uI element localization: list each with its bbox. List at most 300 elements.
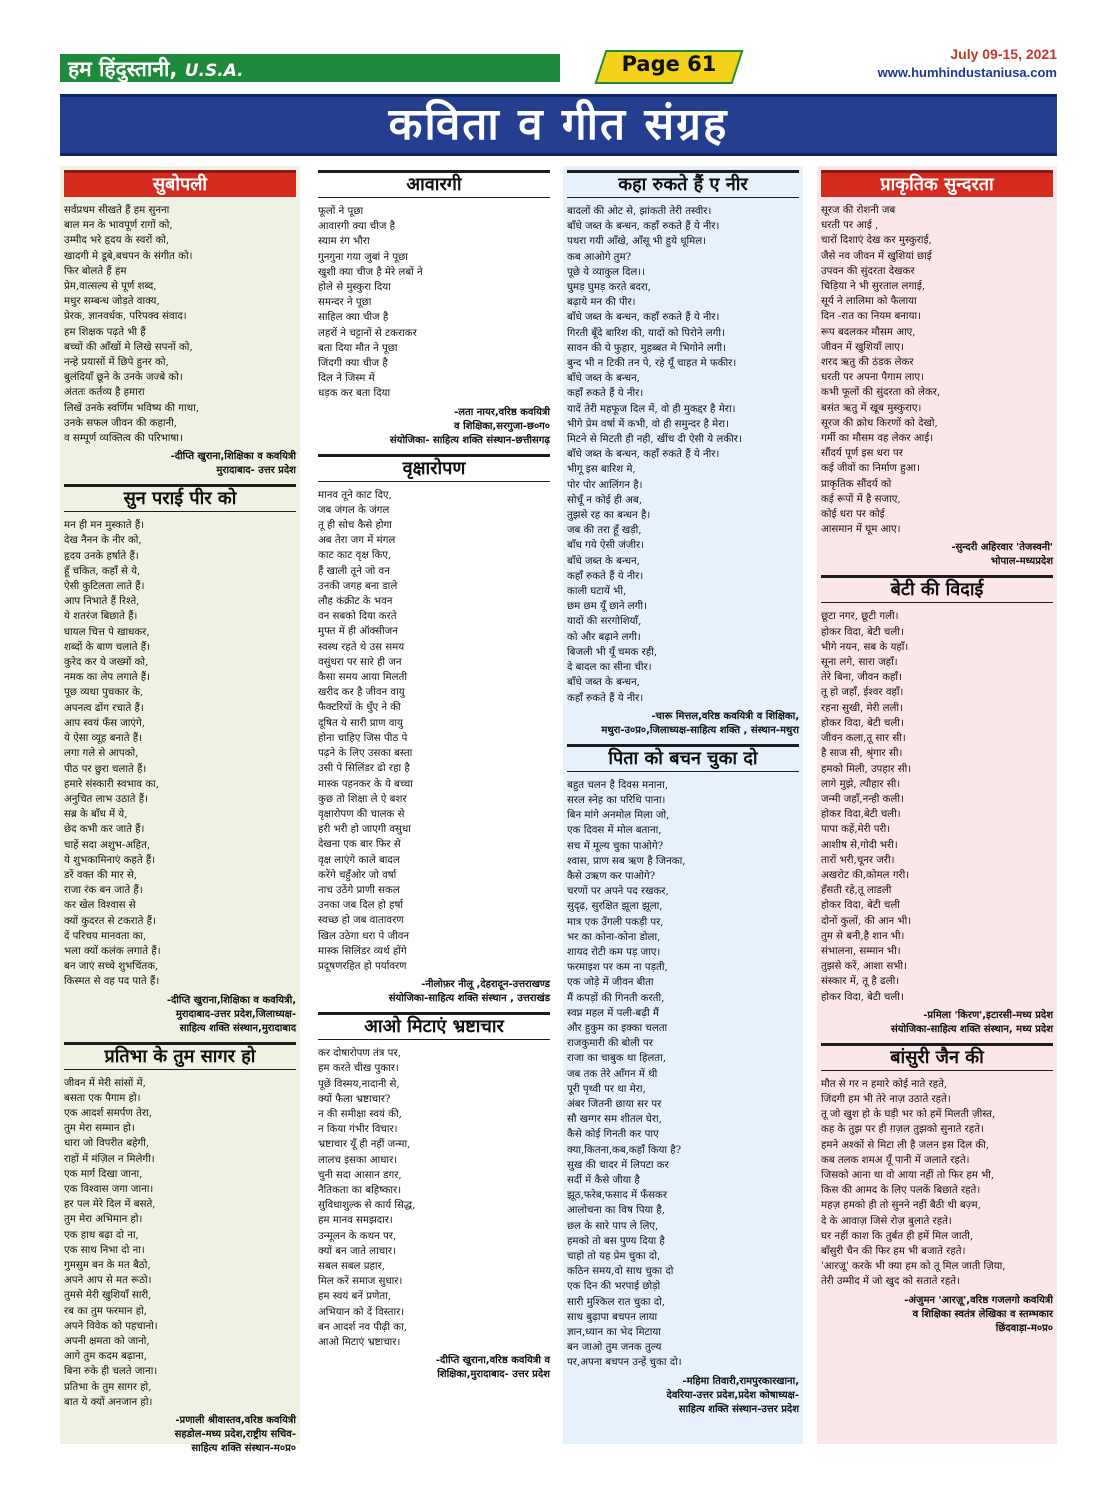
poem-body (318, 1046, 550, 1350)
poem-line: छल के सारे पाप ले लिए, (567, 1220, 659, 1232)
author-credit (64, 994, 296, 1036)
poem-line: जिसको आना था वो आया नहीं तो फिर हम भी, (821, 1169, 995, 1181)
poem-line: खरीद कर है जीवन वायु (318, 687, 405, 699)
poem-body (567, 778, 799, 1371)
poem-line: नाच उठेंगे प्राणी सकल (318, 884, 400, 896)
poem-line: मास्क सिलिंडर व्यर्थ होंगे (318, 945, 407, 957)
poem-line: राजा रंक बन जाते हैं। (64, 885, 143, 897)
poem-line: सौंदर्य पूर्ण इस धरा पर (821, 448, 903, 460)
poem-line: यादों की सरगोशियाँ, (567, 616, 642, 628)
author-credit (64, 1414, 296, 1456)
poem-line: मन ही मन मुस्काते हैं। (64, 520, 145, 532)
poem-line: स्वच्छ हो जब वातावरण (318, 915, 404, 927)
poem-title: सुबोपली (64, 170, 296, 197)
credit-line: साहित्य शक्ति संस्थान-उत्तर प्रदेश (678, 1403, 799, 1415)
poem-line: जन्मी जहाँ,नन्ही कली। (821, 793, 904, 805)
poem-line: कर दोषारोपण तंत्र पर, (318, 1048, 401, 1060)
poem-line: ऐसी कुटिलता लाते हैं। (64, 581, 145, 593)
poem-line: बाल मन के भावपूर्ण रागों को, (64, 220, 173, 232)
poem-line: चिड़िया ने भी सुरताल लगाई, (821, 281, 926, 293)
credit-line: -लता नायर,वरिष्ठ कवयित्री (454, 406, 550, 418)
credit-line: -प्रमिला 'किरण',इटारसी-मध्य प्रदेश (923, 1009, 1053, 1021)
poem-line: उम्मीद भरे हृदय के स्वरों को, (64, 235, 170, 247)
author-credit (64, 450, 296, 478)
poem-line: तू हो जहाँ, ईश्वर वहाँ। (821, 687, 904, 699)
poem-line: सच में मूल्य चुका पाओगे? (567, 840, 664, 852)
poem-line: काट काट वृक्ष किए, (318, 550, 392, 562)
poem-body (64, 518, 296, 989)
poem-line: हम शिक्षक पढ़ते भी हैं (64, 326, 146, 338)
poem-line: संस्कार में, तू है ढली। (821, 976, 900, 988)
poem-line: वसुंधरा पर सारे ही जन (318, 656, 402, 668)
poem-line: स्याम रंग भौरा (318, 236, 370, 248)
poem-line: रूप बदलकर मौसम आए, (821, 326, 916, 338)
poem-line: गर्मी का मौसम वह लेकर आई। (821, 433, 934, 445)
poem-line: कभी फूलों की सुंदरता को लेकर, (821, 387, 941, 399)
poem-line: किस की आमद के लिए पलकें बिछाते रहते। (821, 1185, 981, 1197)
poem-line: लहरों ने चट्टानों से टकराकर (318, 327, 417, 339)
poem-line: एक दिन की भरपाई छोड़ो (567, 1281, 661, 1293)
poem-line: कैसे उऋण कर पाओगे? (567, 870, 656, 882)
credit-line: व शिक्षिका स्वतंत्र लेखिका व स्तम्भकार (912, 1308, 1053, 1320)
poem-line: प्रेम,वात्सल्य से पूर्ण शब्द, (64, 281, 157, 293)
poem-line: सरल स्नेह का परिधि पाना। (567, 794, 666, 806)
poem-line: जब तक तेरे आँगन में थी (567, 1068, 658, 1080)
author-credit (318, 1354, 550, 1382)
poem-line: हम स्वयं बनें प्रणेता, (318, 1291, 392, 1303)
poem-line: अभियान को दें विस्तार। (318, 1306, 405, 1318)
poem-line: दे बादल का सीना चीर। (567, 662, 652, 674)
poem-line: सुख की चादर में लिपटा कर (567, 1159, 669, 1171)
poem-line: कुरेद कर ये जख्मों को, (64, 657, 149, 669)
poem-line: राजा का चाबुक था हिलता, (567, 1053, 666, 1065)
poem-line: धारा जो विपरीत बहेगी, (64, 1138, 150, 1150)
poem-article (314, 170, 554, 448)
poem-line: सारी मुश्किल रात चुका दो, (567, 1296, 666, 1308)
poem-line: हम मानव समझदार। (318, 1215, 393, 1227)
poem-line: पथरा गयी आँखे, आँसू भी हुये धूमिल। (567, 236, 706, 248)
poem-line: आशीष से,गोदी भरी। (821, 839, 898, 851)
poem-line: बाँधे जब्त के बन्धन, (567, 555, 640, 567)
poem-line: हूँ चकित, कहाँ से ये, (64, 565, 141, 577)
poem-line: बन जाओ तुम जनक तुल्य (567, 1342, 662, 1354)
poem-line: भीगे नयन, सब के यहाँ। (821, 641, 909, 653)
credit-line: संयोजिका-साहित्य शक्ति संस्थान, मध्य प्रदेश (890, 1023, 1053, 1035)
poem-line: चारों दिशाएं देख कर मुस्कुराई, (821, 235, 932, 247)
poem-line: क्यों कुदरत से टकराते हैं। (64, 915, 156, 927)
poem-line: हृदय उनके हर्षाते हैं। (64, 550, 139, 562)
poem-line: बाँध गये ऐसी जंजीर। (567, 540, 645, 552)
credit-line: संयोजिका-साहित्य शक्ति संस्थान , उत्तराखंड (388, 993, 550, 1005)
poem-line: सर्दी में कैसे जीया है (567, 1174, 640, 1186)
poem-line: प्रदूषणरहित हो पर्यावरण (318, 960, 407, 972)
poem-line: भीगू इस बारिश मे, (567, 464, 636, 476)
poem-line: तुझसे रह का बन्धन है। (567, 510, 651, 522)
poem-line: धरती पर अपना पैगाम लाए। (821, 372, 924, 384)
poem-line: बुन्द भी न टिकी तन पे, रहे यूँ चाहत मे फकीर। (567, 358, 737, 370)
poem-line: है साज सी, श्रृंगार सी। (821, 748, 903, 760)
poem-line: उपवन की सुंदरता देखकर (821, 265, 915, 277)
poem-line: पोर पोर आलिंगन है। (567, 479, 643, 491)
poem-line: होकर विदा, बेटी चली (821, 900, 900, 912)
poem-line: पूछ व्यथा पुचकार के, (64, 687, 144, 699)
author-credit (318, 406, 550, 448)
poem-line: हमको तो बस पुण्य दिया है (567, 1235, 665, 1247)
poem-line: चरणों पर अपने पद रखकर, (567, 886, 669, 898)
poem-line: एक विश्वास जगा जाना। (64, 1183, 154, 1195)
poem-line: प्रतिभा के तुम सागर हो, (64, 1381, 152, 1393)
website-link[interactable]: www.humhindustaniusa.com (877, 65, 1057, 80)
poem-line: यादें तेरी महफूज दिल में, वो ही मुकद्दर है मेरा। (567, 403, 736, 415)
poem-line: भला क्यों कलंक लगाते हैं। (64, 945, 161, 957)
poem-line: बुलंदियाँ छूने के उनके जज्बे को। (64, 372, 183, 384)
poem-line: खादगी मे डूबे,बचपन के संगीत को। (64, 250, 193, 262)
poem-title: सुन पराई पीर को (64, 484, 296, 512)
poem-line: हमने अश्कों से मिटा ली है जलन इस दिल की, (821, 1139, 990, 1151)
masthead (60, 46, 1057, 86)
poem-line: बच्चों की आँखों मे लिखे सपनों को, (64, 341, 193, 353)
poem-line: हरी भरी हो जाएगी वसुधा (318, 824, 411, 836)
poem-line: फैक्टरियों के धुँए ने की (318, 702, 401, 714)
poem-line: सर्वप्रथम सीखते हैं हम सुनना (64, 205, 170, 216)
poem-line: रहना सुखी, मेरी लली। (821, 702, 903, 714)
poem-line: एक हाथ बढ़ा दो ना, (64, 1229, 139, 1241)
credit-line: शिक्षिका,मुरादाबाद- उत्तर प्रदेश (437, 1369, 550, 1381)
poem-line: प्रेरक, ज्ञानवर्धक, परिपक्व संवाद। (64, 311, 187, 323)
poem-line: राहों में मंज़िल न मिलेगी। (64, 1153, 155, 1165)
poem-line: सौ खग्गर सम शीतल घेरा, (567, 1114, 662, 1126)
poem-line: दोनों कुलों, की आन भी। (821, 915, 912, 927)
poem-line: हैं खाली तूने जो वन (318, 565, 390, 577)
poem-line: होना चाहिए जिस पीठ पे (318, 732, 408, 744)
credit-line: व शिक्षिका,सरगुजा-छ०ग० (454, 420, 550, 432)
poem-line: समन्दर ने पूछा (318, 297, 372, 309)
poem-line: सुदृढ़, सुरक्षित झूला झूला, (567, 901, 663, 913)
author-credit (318, 978, 550, 1006)
poem-line: न किया गंभीर विचार। (318, 1124, 398, 1136)
poem-line: को और बढ़ाने लगी। (567, 631, 641, 643)
poem-line: बिना रुके ही चलते जाना। (64, 1366, 158, 1378)
poem-line: मिल करें समाज सुधार। (318, 1276, 403, 1288)
poem-line: बाँधे जब्त के बन्धन, कहाँ रुकते हैं ये नीर। (567, 312, 720, 324)
poem-line: बिन मांगे अनमोल मिला जो, (567, 810, 670, 822)
poem-line: आप निभाते हैं रिश्ते, (64, 596, 140, 608)
poem-line: हर पल मेरे दिल में बसते, (64, 1199, 156, 1211)
poem-line: अपने आप से मत रूठो। (64, 1275, 152, 1287)
poem-line: मानव तूने काट दिए, (318, 489, 392, 501)
poem-line: तारों भरी,चूनर जरी। (821, 854, 895, 866)
brand-bar (60, 54, 560, 82)
poem-title: प्राकृतिक सुन्दरता (821, 170, 1053, 197)
poem-article (60, 484, 300, 1035)
poem-line: तू जो खुश हो के घड़ी भर को हमें मिलती ज़ीस्त, (821, 1109, 996, 1121)
poem-line: आओ मिटाएं भ्रष्टाचार। (318, 1337, 401, 1348)
poem-line: श्वास, प्राण सब ऋण है जिनका, (567, 855, 686, 867)
poem-line: मिटने से मिटती ही नही, खींच दी ऐसी ये लकीर। (567, 434, 742, 446)
poem-line: गुमसुम बन के मत बैठो, (64, 1259, 151, 1271)
poem-line: बढ़ाये मन की पीर। (567, 297, 636, 309)
poem-article (60, 1042, 300, 1456)
poem-line: क्यों फैला भ्रष्टाचार? (318, 1093, 391, 1105)
poem-line: तू ही सोच कैसे होगा (318, 520, 392, 532)
section-title: कविता व गीत संग्रह (388, 99, 729, 150)
credit-line: -नीलोफ़र नीलू ,देहरादून-उत्तराखण्ड (421, 979, 550, 991)
poem-body (318, 204, 550, 402)
poem-line: वृक्ष लाएंगे काले बादल (318, 854, 400, 866)
poem-line: छेद कभी कर जाते हैं। (64, 824, 145, 836)
poem-line: कई रूपों में है सजाए, (821, 493, 901, 505)
poem-line: कहाँ रुकते हैं ये नीर। (567, 570, 644, 582)
poem-line: चुनी सदा आसान डगर, (318, 1169, 402, 1181)
poem-article (314, 454, 554, 1007)
poem-body (821, 609, 1053, 1004)
poem-line: सावन की ये फुहार, मुहब्बत मे भिगोने लगी। (567, 342, 726, 354)
poem-line: लालच इसका आधार। (318, 1154, 398, 1166)
poem-line: बाँधे जब्त के बन्धन, (567, 677, 640, 689)
poem-line: चाहें सदा अशुभ-अहित, (64, 839, 151, 851)
poem-line: घायल चित्त पे खाधकर, (64, 626, 150, 638)
poem-body (567, 204, 799, 706)
author-credit (821, 1009, 1053, 1037)
poem-line: दे के आवाज़ जिसे रोज़ बुलाते रहते। (821, 1215, 952, 1227)
poem-article (817, 575, 1057, 1036)
poem-line: देखना एक बार फिर से (318, 839, 401, 851)
poem-line: पूछें विस्मय,नादानी से, (318, 1078, 400, 1090)
poem-line: हमको मिली, उपहार सी। (821, 763, 912, 775)
poem-line: फरमाइश पर कम ना पड़ती, (567, 962, 668, 974)
poem-line: क्या,कितना,कब,कहाँ किया है? (567, 1144, 682, 1156)
poem-line: सूर्य ने लालिमा को फैलाया (821, 296, 917, 308)
poem-line: धड़क कर बता दिया (318, 388, 391, 400)
poem-line: पापा कहें,मेरी परी। (821, 824, 891, 836)
poem-line: बन आदर्श नव पीढ़ी का, (318, 1321, 407, 1333)
poem-line: नमक का लेप लगाते हैं। (64, 672, 151, 684)
poem-line: छूटा नगर, छूटी गली। (821, 611, 899, 623)
poem-line: होकर विदा, बेटी चली। (821, 717, 904, 729)
poem-line: प्राकृतिक सौंदर्य को (821, 478, 892, 490)
poem-line: अंबर जितनी छाया सर पर (567, 1098, 662, 1110)
poem-line: ये ऐसा व्यूह बनाते हैं। (64, 733, 143, 745)
poem-line: कई जीवों का निर्माण हुआ। (821, 463, 920, 475)
poem-article (817, 170, 1057, 569)
credit-line: मथुरा-उ०प्र०,जिलाध्यक्ष-साहित्य शक्ति , संस्थान-मथुरा (601, 724, 799, 736)
poem-title: कहा रुकते हैं ए नीर (567, 170, 799, 198)
poem-title: बांसुरी जैन की (821, 1043, 1053, 1071)
poem-line: कब आओगे तुम? (567, 251, 632, 263)
poem-line: मैं कपड़ों की गिनती करती, (567, 992, 665, 1004)
poem-line: बिजली भी यूँ चमक रही, (567, 646, 658, 658)
poem-line: मात्र एक उँगली पकड़ी पर, (567, 916, 664, 928)
poem-line: उनके सफल जीवन की कहानी, (64, 417, 178, 429)
poem-line: अपने विवेक को पहचानो। (64, 1320, 158, 1332)
poem-line: सब्र के बाँध में ये, (64, 809, 128, 821)
poem-line: चाहो तो यह प्रेम चुका दो, (567, 1251, 661, 1262)
poem-line: दूषित ये सारी प्राण वायु (318, 717, 403, 729)
poem-line: कहाँ रुकते हैं ये नीर। (567, 692, 644, 704)
poem-line: तेरे बिना, जीवन कहाँ। (821, 672, 902, 684)
poem-line: दिन -रात का नियम बनाया। (821, 311, 921, 323)
poem-line: वन सबको दिया करते (318, 611, 397, 623)
poem-line: फूलों ने पूछा (318, 206, 364, 217)
poem-article (60, 170, 300, 478)
poem-body (64, 203, 296, 446)
poem-line: बाँधे जब्त के बन्धन, कहाँ रुकते हैं ये नीर। (567, 449, 720, 461)
poem-line: ये शुभकामिनाएं कहते हैं। (64, 854, 156, 866)
poem-line: सबल सबल प्रहार, (318, 1260, 385, 1272)
poem-line: जिंदगी क्या चीज है (318, 358, 388, 370)
poem-line: पर,अपना बचपन उन्हें चुका दो। (567, 1357, 682, 1369)
column-4 (817, 166, 1057, 1444)
poem-line: बाँसुरी चैन की फिर हम भी बजाते रहते। (821, 1245, 966, 1257)
poem-line: साहिल क्या चीज है (318, 312, 389, 324)
poem-line: वृक्षारोपण की चालक से (318, 808, 405, 820)
poem-line: घुमड़ घुमड़ करते बदरा, (567, 282, 651, 294)
poem-line: अनुचित लाभ उठाते हैं। (64, 793, 148, 805)
poem-line: तुमसे मेरी खुशियाँ सारी, (64, 1290, 152, 1302)
poem-line: जब जंगल के जंगल (318, 504, 390, 516)
poem-line: लागे मुझे, त्यौहार सी। (821, 778, 901, 790)
brand-logo[interactable]: हम हिंदुस्तानी, U.S.A. (68, 57, 244, 81)
credit-line: मुरादाबाद-उत्तर प्रदेश,जिलाध्यक्ष- (175, 1008, 296, 1020)
poem-line: आसमान में घूम आए। (821, 524, 901, 536)
poem-line: अंततः कर्तव्य है हमारा (64, 387, 145, 399)
credit-line: -चारू मित्तल,वरिष्ठ कवयित्री व शिक्षिका, (651, 710, 799, 722)
poem-line: लौह कंक्रीट के भवन (318, 596, 393, 608)
poem-line: एक दिवस में मोल बताना, (567, 825, 662, 837)
poem-line: होकर विदा, बेटी चली। (821, 991, 904, 1003)
poem-line: भ्रष्टाचार यूँ ही नहीं जन्मा, (318, 1139, 411, 1151)
poem-line: लगा गले से आपको, (64, 748, 139, 760)
poem-line: आलोचना का विष पिया है, (567, 1205, 665, 1217)
poem-line: स्वस्थ रहते थे उस समय (318, 641, 405, 653)
poem-line: ये शतरंज बिछाते हैं। (64, 611, 138, 623)
poem-line: आगे तुम कदम बढ़ाना, (64, 1351, 147, 1363)
poem-line: देख नैनन के नीर को, (64, 535, 142, 547)
poem-line: होकर विदा, बेटी चली। (821, 626, 904, 638)
poem-title: वृक्षारोपण (318, 454, 550, 482)
poem-line: मौत से गर न हमारे कोई नाते रहते, (821, 1078, 948, 1090)
poem-line: दिल ने जिस्म में (318, 373, 375, 385)
poem-line: तुम मेरा सम्मान हो। (64, 1123, 135, 1135)
author-credit (567, 1375, 799, 1417)
poem-line: बहुत चलन है दिवस मनाना, (567, 779, 668, 791)
poem-line: जीवन कला,तू सार सी। (821, 733, 906, 745)
poem-body (821, 203, 1053, 537)
poem-line: हँसती रहे,तू लाडली (821, 885, 892, 897)
credit-line: देवरिया-उत्तर प्रदेश,प्रदेश कोषाध्यक्ष- (666, 1389, 799, 1401)
poem-line: एक साथ निभा दो ना। (64, 1244, 145, 1256)
poem-line: कुछ तो शिक्षा ले ऐ बशर (318, 793, 407, 805)
poem-line: झूठ,फरेब,फसाद में फँसकर (567, 1190, 668, 1202)
poem-article (563, 170, 803, 738)
credit-line: -अंजुमन 'आरज़ू',वरिष्ठ गजलगो कवयित्री (904, 1294, 1053, 1306)
poem-line: तुम से बनी,है शान भी। (821, 930, 905, 942)
credit-line: साहित्य शक्ति संस्थान-म०प्र० (191, 1443, 296, 1455)
poem-line: गिरती बूँदे बारिश की, यादों को पिरोने लगी। (567, 327, 725, 339)
poem-line: अपनत्व ढोंग रचाते हैं। (64, 702, 144, 714)
poem-line: नैतिकता का बहिष्कार। (318, 1184, 402, 1196)
poem-line: कोई धरा पर कोई (821, 509, 885, 521)
poem-line: पीठ पर छुरा चलाते हैं। (64, 763, 147, 775)
poem-line: कब तलक शमअ यूँ पानी में जलाते रहते। (821, 1154, 970, 1166)
poem-line: बात ये क्यों अनजान हो। (64, 1396, 153, 1408)
poem-line: छम छम यूँ छाने लगी। (567, 601, 647, 613)
poem-body (64, 1076, 296, 1410)
section-banner (60, 94, 1057, 156)
poem-line: शरद ऋतु की ठंडक लेकर (821, 357, 914, 369)
poem-line: उनका जब दिल हो हर्षा (318, 900, 403, 912)
poem-line: जैसे नव जीवन में खुशियां छाई (821, 250, 932, 262)
poem-line: कठिन समय,वो साथ चुका दो (567, 1266, 674, 1278)
poem-line: व सम्पूर्ण व्यक्तित्व की परिभाषा। (64, 433, 183, 445)
poem-line: नन्हे प्रयासों में छिपे हुनर को, (64, 357, 169, 369)
poem-line: सूना लगे, सारा जहाँ। (821, 657, 898, 669)
poem-line: बाँधे जब्त के बन्धन, (567, 373, 640, 385)
poem-line: करेंगे चहुँओर जो वर्षा (318, 869, 397, 881)
poem-line: आप स्वयं फँस जाएंगे, (64, 717, 145, 729)
poem-line: पढ़ने के लिए उसका बस्ता (318, 748, 413, 760)
poem-line: क्यों बन जाते लाचार। (318, 1245, 396, 1257)
poem-line: सूरज की क्रोध किरणों को देखो, (821, 417, 938, 429)
column-3 (563, 166, 803, 1444)
poem-line: साथ बुढ़ापा बचपन लाया (567, 1311, 658, 1323)
poem-line: घर नहीं काश कि तुर्बत ही हमें मिल जाती, (821, 1230, 974, 1242)
poem-body (821, 1077, 1053, 1290)
poem-line: जीवन में खुशियाँ लाए। (821, 341, 904, 353)
poem-line: सुविधाशुल्क से कार्य सिद्ध, (318, 1200, 416, 1212)
poem-line: रब का तुम फरमान हो, (64, 1305, 147, 1317)
poem-line: तुम मेरा अभिमान हो। (64, 1214, 143, 1226)
poem-line: जब की तरा हूँ खड़ी, (567, 525, 642, 537)
poem-line: दें परिचय मानवता का, (64, 930, 147, 942)
poem-line: तुझसे करें, आशा सभी। (821, 961, 907, 973)
poem-line: भीगे प्रेम वर्षा में कभी, वो ही समुन्दर है मेरा। (567, 418, 729, 430)
poem-line: अब तेरा जग में मंगल (318, 535, 396, 547)
poem-line: कैसा समय आया मिलती (318, 672, 407, 684)
poem-line: बसता एक पैगाम हो। (64, 1092, 141, 1104)
poem-line: न की समीक्षा स्वयं की, (318, 1108, 402, 1120)
poem-title: बेटी की विदाई (821, 575, 1053, 603)
poem-line: पूरी पृथ्वी पर था मेरा, (567, 1083, 646, 1095)
poem-line: किस्मत से वह पद पाते हैं। (64, 976, 160, 988)
poem-line: हमारे संस्कारी स्वभाव का, (64, 778, 159, 790)
poem-title: पिता को बचन चुका दो (567, 744, 799, 772)
poem-line: कह के तुझ पर ही ग़ज़ल तुझको सुनाते रहते। (821, 1124, 984, 1136)
poem-body (318, 488, 550, 975)
poem-line: तेरी उम्मीद में जो खुद को सताते रहते। (821, 1276, 960, 1288)
poem-line: खिल उठेगा धरा पे जीवन (318, 930, 410, 942)
poem-line: कर खेल विश्वास से (64, 900, 136, 912)
poem-line: मुफ्त में ही ऑक्सीजन (318, 626, 398, 638)
page-number: Page 61 (621, 52, 717, 76)
poem-article (314, 1012, 554, 1382)
poem-line: सूरज की रोशनी जब (821, 205, 896, 216)
poem-line: हम करते चीख पुकार। (318, 1063, 399, 1075)
poem-line: बाँधे जब्त के बन्धन, कहाँ रुकते हैं ये नीर। (567, 221, 720, 233)
issue-date: July 09-15, 2021 (950, 46, 1057, 62)
poem-article (563, 744, 803, 1417)
credit-line: -दीप्ति खुराना,वरिष्ठ कवयित्री व (435, 1355, 550, 1367)
poem-line: एक जोड़े में जीवन बीता (567, 977, 654, 989)
poem-line: 'आरज़ू' करके भी क्या हम को तू मिल जाती ज़िया, (821, 1261, 1006, 1273)
author-credit (567, 710, 799, 738)
poem-title: आवारगी (318, 170, 550, 198)
poem-line: एक आदर्श समर्पण तेरा, (64, 1107, 152, 1119)
poem-line: डरें वक्त की मार से, (64, 869, 137, 881)
poem-line: गुनगुना गया जुबां ने पूछा (318, 251, 408, 263)
poem-line: शब्दों के बाण चलाते हैं। (64, 641, 151, 653)
poem-line: ज्ञान,ध्यान का भेद मिटाया (567, 1327, 661, 1339)
